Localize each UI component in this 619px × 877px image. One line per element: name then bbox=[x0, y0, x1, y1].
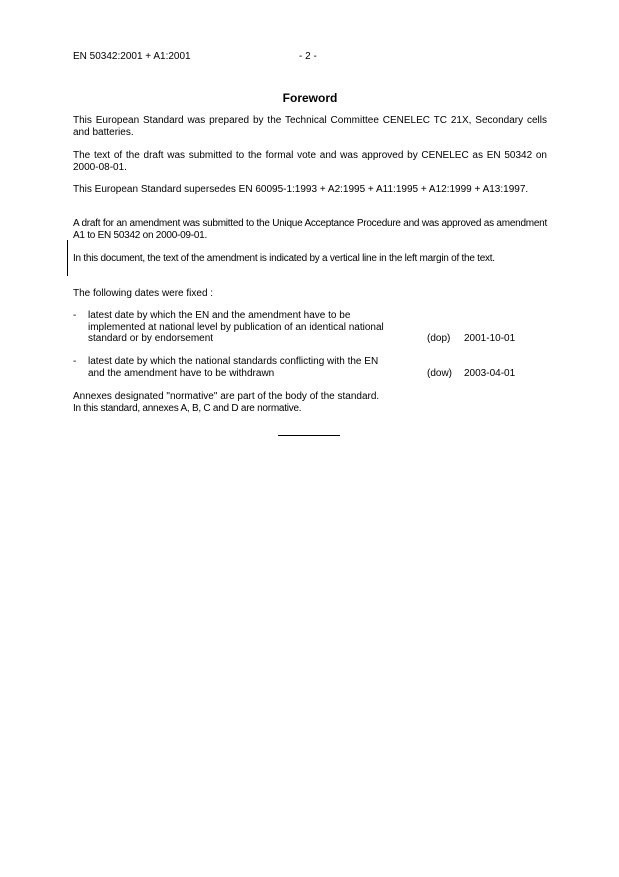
foreword-title: Foreword bbox=[282, 91, 338, 105]
page-header bbox=[73, 51, 547, 63]
foreword-paragraph-amendment-marking: In this document, the text of the amendment is indicated by a vertical line in the left margin of the text. bbox=[73, 253, 495, 264]
date-abbreviation: (dow) bbox=[427, 367, 453, 379]
list-bullet: - bbox=[73, 310, 77, 321]
date-entry-dop bbox=[73, 310, 547, 345]
date-value: 2003-04-01 bbox=[464, 367, 516, 379]
list-bullet: - bbox=[73, 356, 77, 367]
foreword-paragraph-supersedes: This European Standard supersedes EN 60095-1:1993 + A2:1995 + A11:1995 + A12:1999 + A13:1997. bbox=[73, 184, 529, 195]
date-abbreviation: (dop) bbox=[427, 333, 451, 344]
foreword-paragraph-dates-intro: The following dates were fixed : bbox=[73, 288, 214, 299]
document-id: EN 50342:2001 + A1:2001 bbox=[73, 51, 191, 62]
annex-note-normative: Annexes designated "normative" are part of the body of the standard. bbox=[73, 391, 380, 402]
amendment-change-bar bbox=[67, 240, 68, 276]
annex-note-list: In this standard, annexes A, B, C and D are normative. bbox=[73, 403, 302, 414]
date-entry-dow bbox=[73, 356, 547, 379]
date-description: latest date by which the national standards conflicting with the EN and the amendment have to be withdrawn bbox=[88, 356, 379, 379]
end-of-section-rule bbox=[278, 435, 340, 436]
page-number: - 2 - bbox=[299, 51, 317, 62]
foreword-paragraph-approval: The text of the draft was submitted to the formal vote and was approved by CENELEC as EN 50342 on 2000-08-01. bbox=[73, 150, 547, 173]
foreword-paragraph-committee: This European Standard was prepared by the Technical Committee CENELEC TC 21X, Secondary cells and batteries. bbox=[73, 115, 547, 138]
foreword-paragraph-amendment: A draft for an amendment was submitted to the Unique Acceptance Procedure and was approved as amendment A1 to EN 50342 on 2000-09-01. bbox=[73, 218, 547, 241]
date-value: 2001-10-01 bbox=[464, 333, 516, 344]
date-description: latest date by which the EN and the amendment have to be implemented at national level by publication of an identical national standard or by endorsement bbox=[88, 310, 384, 344]
